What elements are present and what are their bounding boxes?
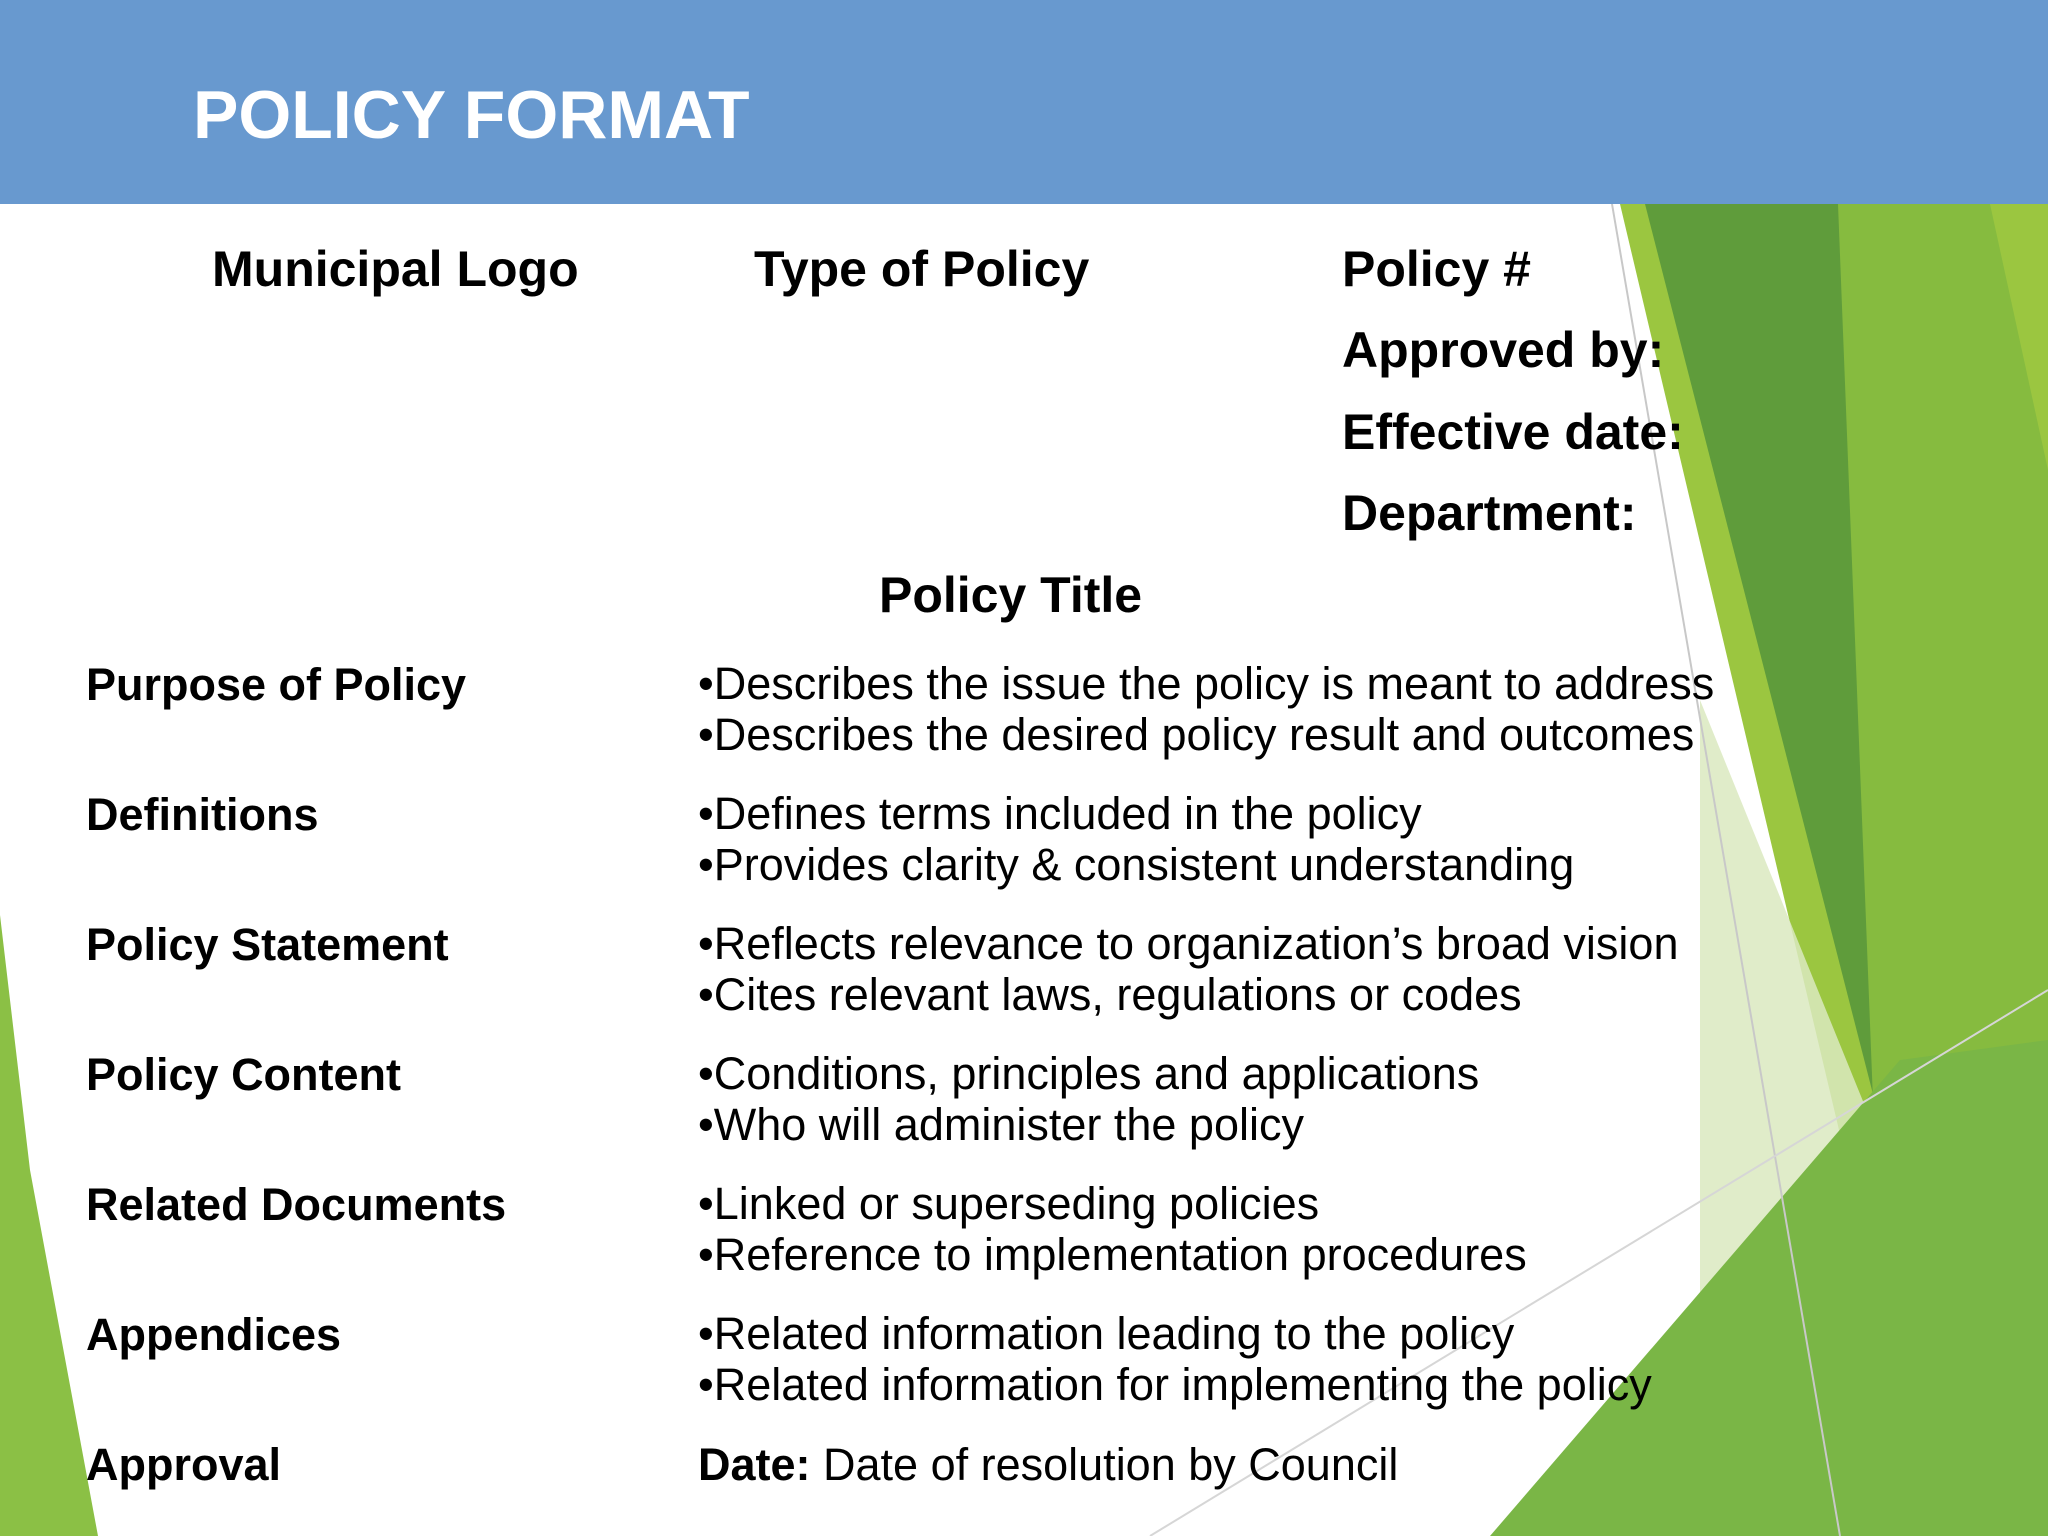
bullet-item: • Cites relevant laws, regulations or codes: [698, 969, 1678, 1020]
section-label: Appendices: [86, 1309, 342, 1360]
section-label: Purpose of Policy: [86, 659, 467, 710]
bullet-item: • Reflects relevance to organization’s broad vision: [698, 918, 1678, 969]
bullet-item: • Related information for implementing the policy: [698, 1359, 1652, 1410]
type-of-policy-label: Type of Policy: [754, 241, 1090, 297]
section-row-definitions: [0, 778, 2048, 898]
section-bullets: [698, 918, 1678, 1020]
section-label: Approval: [86, 1439, 282, 1490]
section-bullets: [698, 1178, 1527, 1280]
bullet-item: • Reference to implementation procedures: [698, 1229, 1527, 1280]
section-row-appendices: [0, 1298, 2048, 1418]
bullet-item: • Who will administer the policy: [698, 1099, 1479, 1150]
bullet-item: • Conditions, principles and applications: [698, 1048, 1479, 1099]
section-label: Policy Statement: [86, 919, 449, 970]
slide-title: POLICY FORMAT: [193, 77, 750, 153]
section-row-policy-content: [0, 1038, 2048, 1158]
bullet-item: • Defines terms included in the policy: [698, 788, 1574, 839]
section-bullets: [698, 1048, 1479, 1150]
section-bullets: [698, 658, 1714, 760]
approval-date-text: Date of resolution by Council: [810, 1439, 1399, 1490]
section-row-related-documents: [0, 1168, 2048, 1288]
section-label: Definitions: [86, 789, 319, 840]
policy-number-label: Policy #: [1342, 241, 1531, 297]
section-row-approval: [0, 1428, 2048, 1536]
bullet-item: • Describes the desired policy result and outcomes: [698, 709, 1714, 760]
bullet-item: • Linked or superseding policies: [698, 1178, 1527, 1229]
effective-date-label: Effective date:: [1342, 404, 1684, 460]
approval-date: [698, 1438, 1398, 1492]
section-label: Related Documents: [86, 1179, 507, 1230]
approved-by-label: Approved by:: [1342, 322, 1665, 378]
section-row-policy-statement: [0, 908, 2048, 1028]
bullet-item: • Describes the issue the policy is meant to address: [698, 658, 1714, 709]
section-bullets: [698, 1308, 1652, 1410]
bullet-item: • Related information leading to the policy: [698, 1308, 1652, 1359]
policy-title: Policy Title: [879, 567, 1143, 623]
section-bullets: [698, 788, 1574, 890]
department-label: Department:: [1342, 485, 1637, 541]
municipal-logo-label: Municipal Logo: [212, 241, 579, 297]
bullet-item: • Provides clarity & consistent understanding: [698, 839, 1574, 890]
section-label: Policy Content: [86, 1049, 402, 1100]
section-row-purpose: [0, 648, 2048, 768]
approval-date-label: Date:: [698, 1439, 811, 1490]
